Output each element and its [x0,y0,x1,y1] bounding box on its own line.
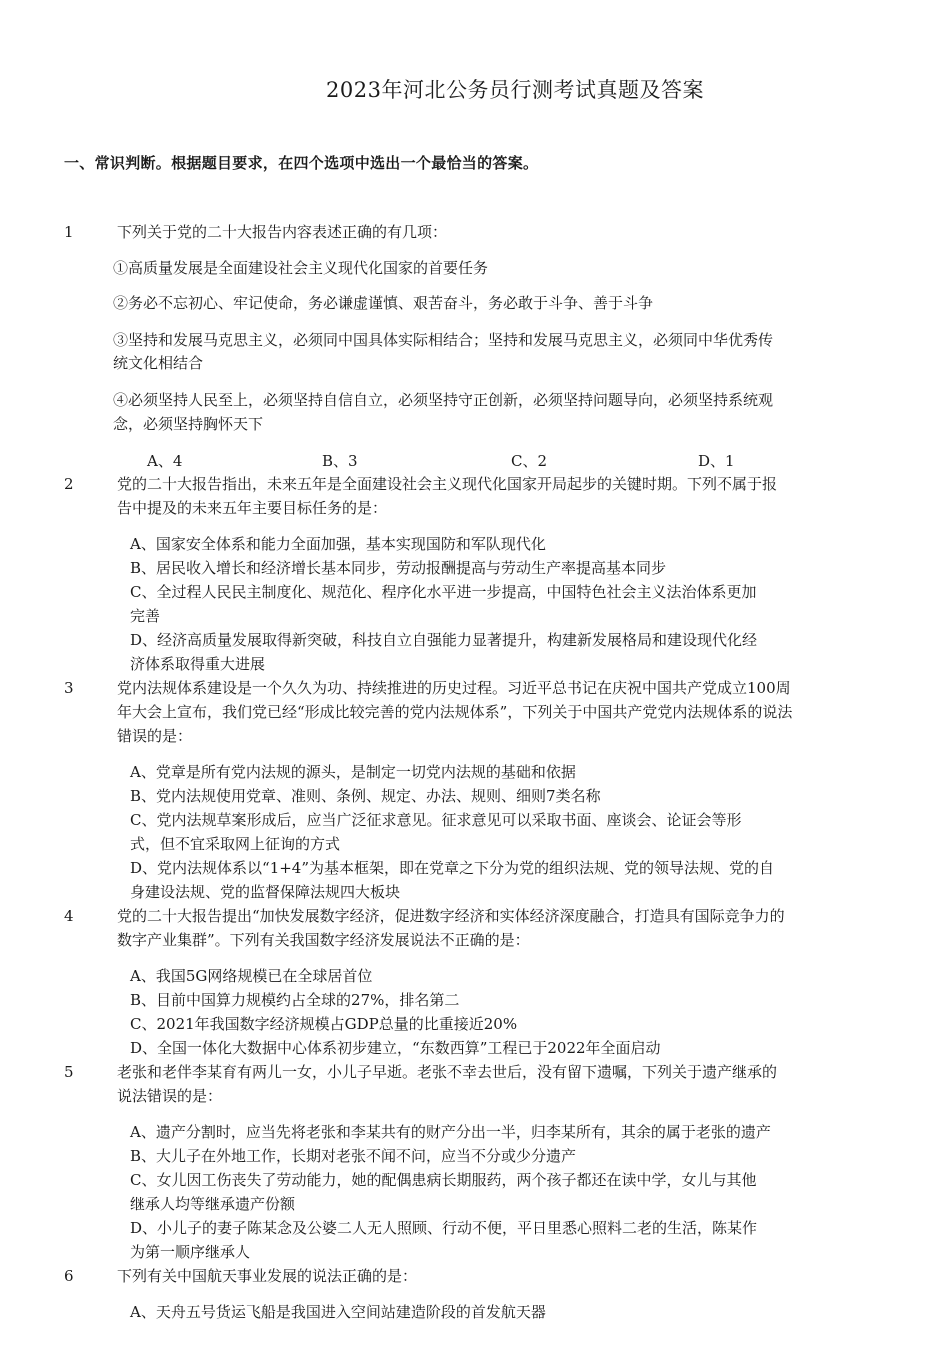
option: 继承人均等继承遗产份额 [130,1195,296,1213]
option: B、居民收入增长和经济增长基本同步，劳动报酬提高与劳动生产率提高基本同步 [130,559,667,577]
option: 身建设法规、党的监督保障法规四大板块 [130,883,401,901]
question-stem: 党的二十大报告指出，未来五年是全面建设社会主义现代化国家开局起步的关键时期。下列不属于报 [117,475,778,493]
statement: 念，必须坚持胸怀天下 [113,415,264,433]
option: B、目前中国算力规模约占全球的27%，排名第二 [130,991,460,1009]
option: A、党章是所有党内法规的源头，是制定一切党内法规的基础和依据 [130,763,576,781]
option: A、4 [147,452,183,470]
question-stem: 数字产业集群”。下列有关我国数字经济发展说法不正确的是： [117,931,530,949]
option: A、天舟五号货运飞船是我国进入空间站建造阶段的首发航天器 [130,1303,546,1321]
option: D、1 [698,452,735,470]
question-stem: 下列有关中国航天事业发展的说法正确的是： [117,1267,418,1285]
section-heading: 一、常识判断。根据题目要求，在四个选项中选出一个最恰当的答案。 [64,154,539,172]
question-stem: 告中提及的未来五年主要目标任务的是： [117,499,388,517]
option: B、党内法规使用党章、准则、条例、规定、办法、规则、细则7类名称 [130,787,601,805]
option: A、国家安全体系和能力全面加强，基本实现国防和军队现代化 [130,535,546,553]
question-number: 1 [64,223,74,241]
option: 式，但不宜采取网上征询的方式 [130,835,341,853]
option: 完善 [130,607,161,625]
question-stem: 老张和老伴李某育有两儿一女，小儿子早逝。老张不幸去世后，没有留下遗嘱，下列关于遗产继承的 [117,1063,778,1081]
question-number: 3 [64,679,74,697]
question-number: 5 [64,1063,74,1081]
option: B、3 [322,452,358,470]
question-number: 2 [64,475,74,493]
option: C、全过程人民民主制度化、规范化、程序化水平进一步提高，中国特色社会主义法治体系更加 [130,583,757,601]
option: A、遗产分割时，应当先将老张和李某共有的财产分出一半，归李某所有，其余的属于老张的遗产 [130,1123,771,1141]
statement: ④必须坚持人民至上，必须坚持自信自立，必须坚持守正创新，必须坚持问题导向，必须坚持系统观 [113,391,774,409]
document-title: 2023年河北公务员行测考试真题及答案 [326,78,704,102]
option: C、2021年我国数字经济规模占GDP总量的比重接近20% [130,1015,518,1033]
option: A、我国5G网络规模已在全球居首位 [130,967,373,985]
question-stem: 错误的是： [117,727,193,745]
statement: ①高质量发展是全面建设社会主义现代化国家的首要任务 [113,259,489,277]
option: 为第一顺序继承人 [130,1243,251,1261]
question-number: 6 [64,1267,74,1285]
option: 济体系取得重大进展 [130,655,266,673]
question-stem: 下列关于党的二十大报告内容表述正确的有几项： [117,223,448,241]
question-stem: 党的二十大报告提出“加快发展数字经济，促进数字经济和实体经济深度融合，打造具有国际竞争力的 [117,907,785,925]
statement: ②务必不忘初心、牢记使命，务必谦虚谨慎、艰苦奋斗，务必敢于斗争、善于斗争 [113,294,654,312]
option: C、党内法规草案形成后，应当广泛征求意见。征求意见可以采取书面、座谈会、论证会等形 [130,811,742,829]
question-stem: 说法错误的是： [117,1087,223,1105]
option: D、党内法规体系以“1+4”为基本框架，即在党章之下分为党的组织法规、党的领导法规、党的自 [130,859,775,877]
option: D、小儿子的妻子陈某念及公婆二人无人照顾、行动不便，平日里悉心照料二老的生活，陈某作 [130,1219,758,1237]
option: B、大儿子在外地工作，长期对老张不闻不问，应当不分或少分遗产 [130,1147,577,1165]
option: C、女儿因工伤丧失了劳动能力，她的配偶患病长期服药，两个孩子都还在读中学，女儿与其他 [130,1171,757,1189]
statement: 统文化相结合 [113,354,204,372]
option: C、2 [511,452,548,470]
statement: ③坚持和发展马克思主义，必须同中国具体实际相结合；坚持和发展马克思主义，必须同中华优秀传 [113,331,774,349]
option: D、全国一体化大数据中心体系初步建立，“东数西算”工程已于2022年全面启动 [130,1039,661,1057]
question-stem: 年大会上宣布，我们党已经“形成比较完善的党内法规体系”，下列关于中国共产党党内法规体系的说法 [117,703,793,721]
option: D、经济高质量发展取得新突破，科技自立自强能力显著提升，构建新发展格局和建设现代化经 [130,631,758,649]
question-stem: 党内法规体系建设是一个久久为功、持续推进的历史过程。习近平总书记在庆祝中国共产党成立100周 [117,679,791,697]
question-number: 4 [64,907,74,925]
